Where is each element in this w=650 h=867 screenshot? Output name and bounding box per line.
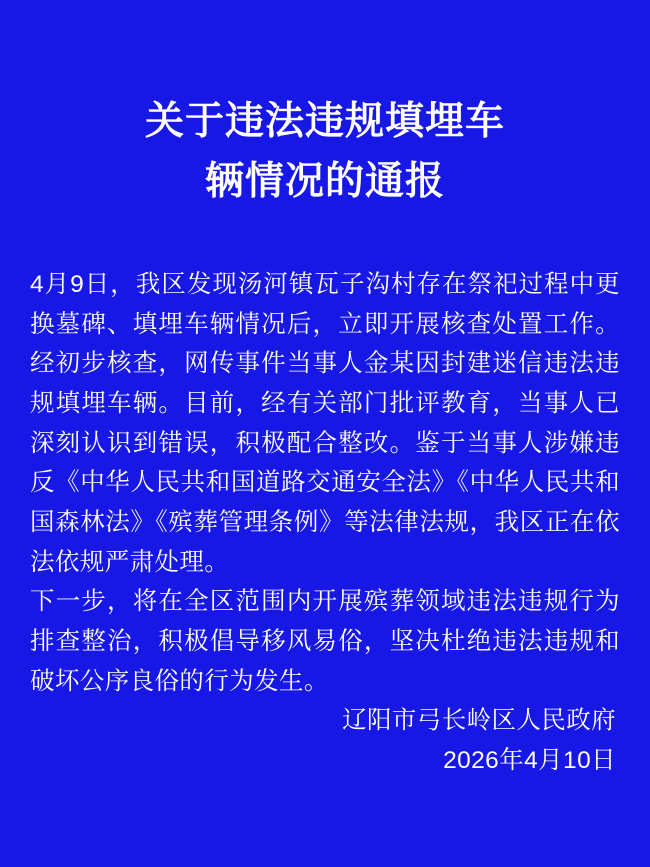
page-title-line-2: 辆情况的通报 xyxy=(204,160,445,204)
page-title-line-1: 关于违法违规填埋车 xyxy=(144,100,505,143)
body-paragraph-2: 下一步，将在全区范围内开展殡葬领域违法违规行为排查整治，积极倡导移风易俗，坚决杜绝违法违规和破坏公序良俗的行为发生。 xyxy=(30,588,620,695)
announcement-body xyxy=(30,265,620,702)
signature-date: 2026年4月10日 xyxy=(443,747,616,775)
body-paragraph-1: 4月9日，我区发现汤河镇瓦子沟村存在祭祀过程中更换墓碑、填埋车辆情况后，立即开展核查处置工作。经初步核查，网传事件当事人金某因封建迷信违法违规填埋车辆。目前，经有关部门批评教育，当事人已深刻认识到错误，积极配合整改。鉴于当事人涉嫌违反《中华人民共和国道路交通安全法》《中华人民共和国森林法》《殡葬管理条例》等法律法规，我区正在依法依规严肃处理。 xyxy=(30,270,620,576)
signature-block xyxy=(30,701,620,780)
signature-organization: 辽阳市弓长岭区人民政府 xyxy=(342,707,616,735)
page-title xyxy=(30,92,620,213)
